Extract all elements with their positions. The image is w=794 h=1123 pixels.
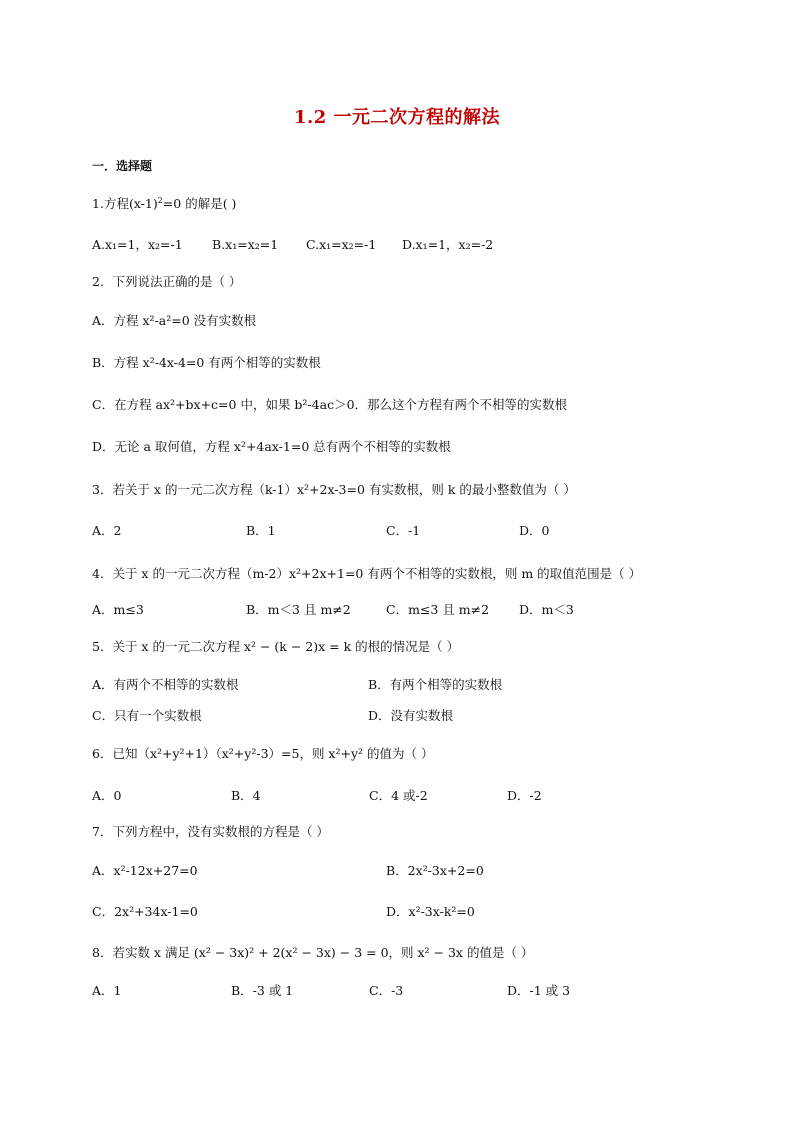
question-6-option-b[interactable]: B．4 [231, 788, 261, 803]
section-heading: 一．选择题 [92, 159, 153, 173]
question-8-stem: 8．若实数 x 满足 (x² − 3x)² + 2(x² − 3x) − 3 = 0，则 x² − 3x 的值是（ ） [92, 945, 534, 960]
question-2-option-c[interactable]: C．在方程 ax²+bx+c=0 中，如果 b²-4ac＞0．那么这个方程有两个不相等的实数根 [92, 397, 568, 412]
question-6-option-d[interactable]: D．-2 [507, 788, 542, 803]
question-6-option-a[interactable]: A．0 [92, 788, 122, 803]
question-3-stem: 3．若关于 x 的一元二次方程（k-1）x²+2x-3=0 有实数根，则 k 的最小整数值为（ ） [92, 482, 576, 497]
question-5-option-a[interactable]: A．有两个不相等的实数根 [92, 677, 239, 692]
question-5-option-b[interactable]: B．有两个相等的实数根 [368, 677, 503, 692]
question-7-option-b[interactable]: B．2x²-3x+2=0 [386, 863, 484, 878]
question-8-option-d[interactable]: D．-1 或 3 [507, 983, 571, 998]
question-2-stem: 2．下列说法正确的是（ ） [92, 274, 242, 289]
question-2-option-a[interactable]: A．方程 x²-a²=0 没有实数根 [92, 313, 257, 328]
question-6-stem: 6．已知（x²+y²+1）（x²+y²-3）=5，则 x²+y² 的值为（ ） [92, 746, 434, 761]
question-5-option-c[interactable]: C．只有一个实数根 [92, 708, 202, 723]
question-6-option-c[interactable]: C．4 或-2 [369, 788, 428, 803]
question-8-option-a[interactable]: A．1 [92, 983, 122, 998]
question-3-option-c[interactable]: C．-1 [386, 523, 421, 538]
question-5-option-d[interactable]: D．没有实数根 [368, 708, 454, 723]
question-number: 1. [92, 196, 104, 211]
question-number: 6． [92, 746, 113, 761]
question-number: 2． [92, 274, 113, 289]
question-3-option-d[interactable]: D．0 [519, 523, 550, 538]
question-4-option-b[interactable]: B．m＜3 且 m≠2 [246, 602, 351, 617]
question-number: 4． [92, 566, 113, 581]
question-4-option-a[interactable]: A．m≤3 [92, 602, 144, 617]
question-1-option-b[interactable]: B.x₁=x₂=1 [212, 237, 279, 252]
question-2-option-d[interactable]: D．无论 a 取何值，方程 x²+4ax-1=0 总有两个不相等的实数根 [92, 439, 451, 454]
question-8-option-c[interactable]: C．-3 [369, 983, 404, 998]
question-number: 8． [92, 945, 113, 960]
question-1-option-d[interactable]: D.x₁=1，x₂=-2 [402, 237, 494, 252]
question-number: 3． [92, 482, 113, 497]
question-1-option-a[interactable]: A.x₁=1，x₂=-1 [92, 237, 183, 252]
question-3-option-a[interactable]: A．2 [92, 523, 122, 538]
question-number: 5． [92, 639, 113, 654]
question-4-option-c[interactable]: C．m≤3 且 m≠2 [386, 602, 490, 617]
question-7-stem: 7．下列方程中，没有实数根的方程是（ ） [92, 824, 329, 839]
question-1-stem: 1.方程$(x-1)^2=0$ 的解是( ) [92, 196, 237, 211]
question-5-stem: 5．关于 x 的一元二次方程 x² − (k − 2)x = k 的根的情况是（ ） [92, 639, 460, 654]
question-1-option-c[interactable]: C.x₁=x₂=-1 [306, 237, 377, 252]
question-2-option-b[interactable]: B．方程 x²-4x-4=0 有两个相等的实数根 [92, 355, 321, 370]
page-title: 1.2 一元二次方程的解法 [293, 107, 501, 128]
question-3-option-b[interactable]: B．1 [246, 523, 276, 538]
question-4-stem: 4．关于 x 的一元二次方程（m-2）x²+2x+1=0 有两个不相等的实数根，则 m 的取值范围是（ ） [92, 566, 642, 581]
question-4-option-d[interactable]: D．m＜3 [519, 602, 574, 617]
question-7-option-c[interactable]: C．2x²+34x-1=0 [92, 904, 198, 919]
question-7-option-d[interactable]: D．x²-3x-k²=0 [386, 904, 475, 919]
question-8-option-b[interactable]: B．-3 或 1 [231, 983, 294, 998]
question-number: 7． [92, 824, 113, 839]
question-7-option-a[interactable]: A．x²-12x+27=0 [92, 863, 198, 878]
